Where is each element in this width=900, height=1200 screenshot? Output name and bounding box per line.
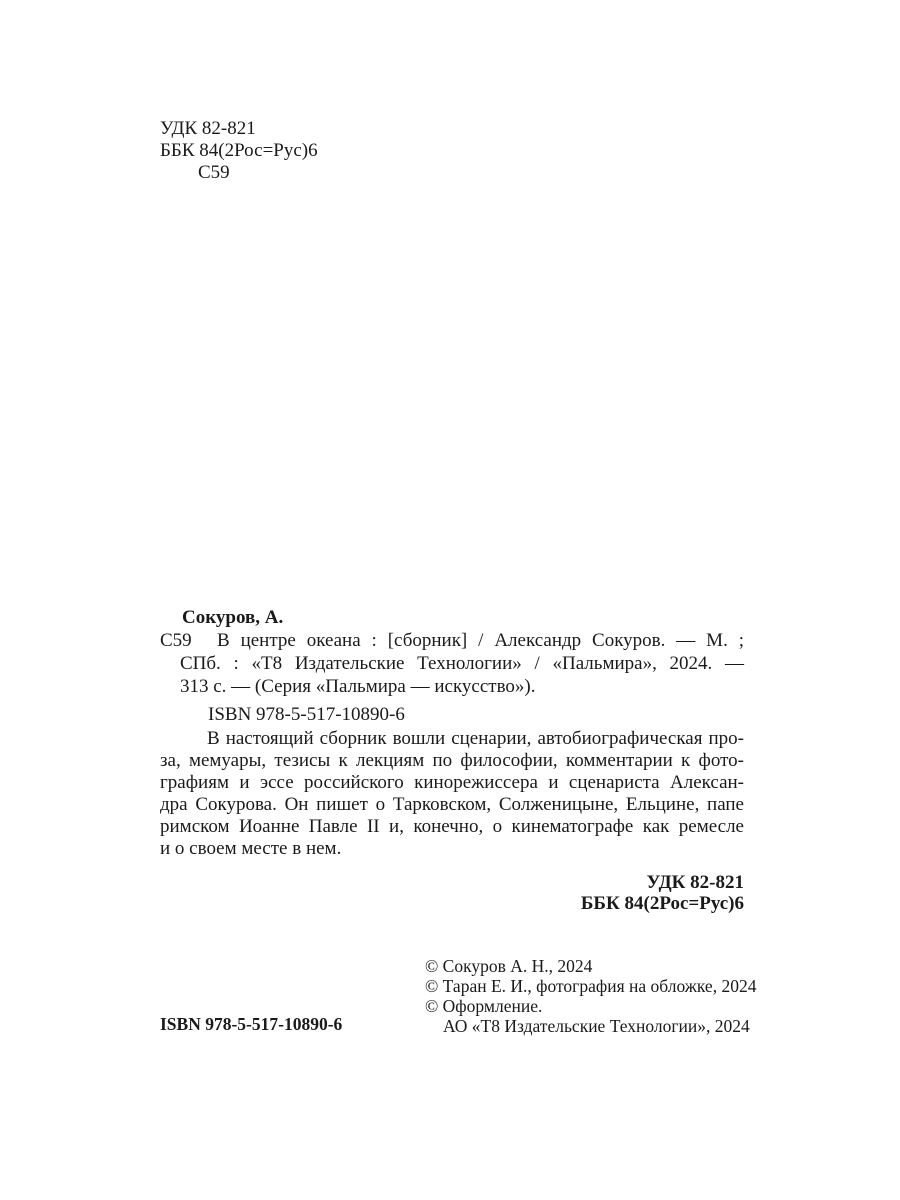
catalog-entry-line: В центре океана : [сборник] / Александр Сокуров. — М. ; [217, 630, 744, 651]
isbn-text: ISBN 978-5-517-10890-6 [208, 704, 405, 725]
annotation-line: за, мемуары, тезисы к лекциям по философии, комментарии к фото- [160, 750, 744, 771]
copyright-line: © Сокуров А. Н., 2024 [425, 956, 593, 976]
annotation-line: римском Иоанне Павле II и, конечно, о кинематографе как ремесле [160, 816, 744, 837]
annotation-line: дра Сокурова. Он пишет о Тарковском, Солженицыне, Ельцине, папе [160, 794, 744, 815]
annotation-line: графиям и эссе российского кинорежиссера и сценариста Алексан- [160, 772, 744, 793]
catalog-entry-line: 313 с. — (Серия «Пальмира — искусство»). [180, 676, 536, 697]
catalog-entry [160, 629, 744, 698]
catalog-entry-label: С59 [160, 630, 192, 651]
top-codes-block [160, 118, 318, 184]
bottom-codes-block [160, 872, 744, 914]
annotation [160, 728, 744, 860]
author-heading: Сокуров, А. [182, 607, 284, 628]
publisher-line: АО «Т8 Издательские Технологии», 2024 [443, 1016, 750, 1036]
author-sign: С59 [198, 162, 230, 183]
catalog-card [160, 606, 744, 914]
copyright-line: © Таран Е. И., фотография на обложке, 2024 [425, 976, 757, 996]
catalog-entry-line: СПб. : «Т8 Издательские Технологии» / «Пальмира», 2024. — [180, 653, 744, 674]
annotation-line: В настоящий сборник вошли сценарии, автобиографическая про- [207, 728, 744, 749]
udk-code: УДК 82-821 [160, 118, 256, 139]
bbk-code: ББК 84(2Рос=Рус)6 [160, 140, 318, 161]
copyright-block [425, 956, 756, 1036]
bbk-code-bottom: ББК 84(2Рос=Рус)6 [580, 893, 744, 914]
isbn-footer: ISBN 978-5-517-10890-6 [160, 1014, 343, 1034]
annotation-line: и о своем месте в нем. [160, 838, 342, 859]
udk-code-bottom: УДК 82-821 [646, 872, 744, 893]
copyright-line: © Оформление. [425, 996, 543, 1016]
